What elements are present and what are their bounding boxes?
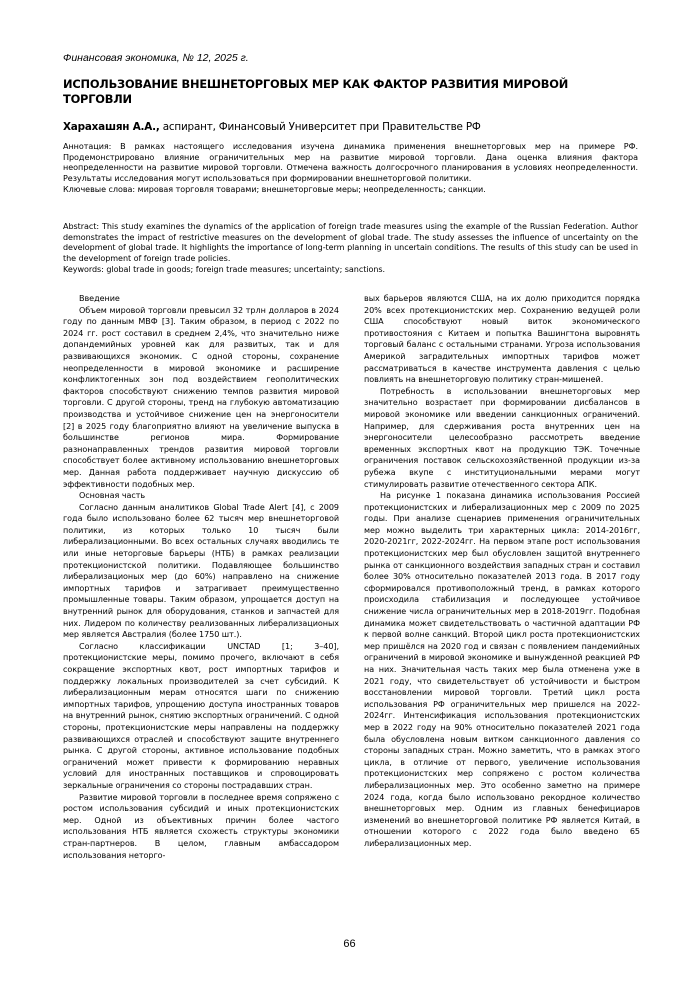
- paragraph: Потребность в использовании внешнеторговых мер значительно возрастает при формировании дисбалансов в мировой экономике или введении санкционных ограничений. Например, для сдерживания роста внутренних цен на энергоносители целесообразно рассмотреть введение временных экспортных квот на продукцию ТЭК. Точечные ограничения поставок сельскохозяйственной продукции из-за рубежа вкупе с институциональными мерами могут стимулировать развитие отечественного сектора АПК.: [364, 386, 640, 489]
- article-title: ИСПОЛЬЗОВАНИЕ ВНЕШНЕТОРГОВЫХ МЕР КАК ФАКТОР РАЗВИТИЯ МИРОВОЙ ТОРГОВЛИ: [63, 77, 569, 106]
- right-column: [364, 293, 640, 850]
- annotation-ru: Аннотация: В рамках настоящего исследования изучена динамика применения внешнеторговых мер на примере РФ. Продемонстрировано влияние ограничительных мер на развитие мировой торговли. Дана оценка влияния фактора неопределенности на развитие мировой торговли. Отмечена важность долгосрочного планирования в условиях неопределенности. Результаты исследования могут использоваться при формировании внешнеторговой политики.: [63, 142, 638, 184]
- section-heading-main: Основная часть: [79, 491, 146, 501]
- keywords-en: Keywords: global trade in goods; foreign trade measures; uncertainty; sanctions.: [63, 264, 386, 274]
- paragraph-continued: вых барьеров являются США, на их долю приходится порядка 20% всех протекционистских мер. Сохранению ведущей роли США способствуют новый виток экономического противостояния с Китаем и попытка Вашингтона выровнять торговый баланс с остальными странами. Угроза использования Америкой заградительных импортных тарифов может рассматриваться в качестве инструмента давления с целью повлиять на внешнеторговую политику стран-мишеней.: [364, 294, 640, 385]
- author-affiliation: аспирант, Финансовый Университет при Правительстве РФ: [159, 121, 481, 133]
- left-column: [63, 293, 339, 861]
- paragraph: Развитие мировой торговли в последнее время сопряжено с ростом использования субсидий и иных протекционистских мер. Одной из объективных причин более частого использования НТБ является схожесть структуры экономики стран-партнеров. В целом, главным амбассадором использования неторго-: [63, 792, 339, 860]
- page-number: 66: [343, 938, 356, 950]
- paragraph: Объем мировой торговли превысил 32 трлн долларов в 2024 году по данным МВФ [3]. Таким образом, в период с 2022 по 2024 гг. рост составил в среднем 2,4%, что значительно ниже допандемийных уровней как для развитых, так и для развивающихся экономик. С одной стороны, сохранение неопределенности в мировой экономике и расширение конфликтогенных зон под воздействием геополитических факторов способствуют снижению темпов развития мировой торговли. С другой стороны, тренд на глубокую автоматизацию производства и устойчивое снижение цен на энергоносители [2] в 2025 году благоприятно влияют на увеличение выпуска в большинстве регионов мира. Формирование разнонаправленных трендов развития мировой торговли способствует более активному использованию внешнеторговых мер. Данная работа поддерживает научную дискуссию об эффективности подобных мер.: [63, 305, 339, 489]
- abstract-en: Abstract: This study examines the dynamics of the application of foreign trade measures using the example of the Russian Federation. Author demonstrates the impact of restrictive measures on the development of global trade. The study assesses the influence of uncertainty on the development of global trade. It highlights the importance of long-term planning in uncertain conditions. The results of this study can be used in the development of foreign trade policies.: [63, 222, 638, 264]
- paragraph: На рисунке 1 показана динамика использования Россией протекционистских и либерализационных мер с 2009 по 2025 годы. При анализе сценариев применения ограничительных мер можно выделить три характерных цикла: 2014-2016гг, 2020-2021гг, 2022-2024гг. На первом этапе рост использования протекционистских мер был обусловлен защитой внутреннего рынка от санкционного воздействия западных стран и составил более 30% относительно показателей 2013 года. В 2017 году сформировался противоположный тренд, в рамках которого происходила стабилизация и последующее устойчивое снижение числа ограничительных мер в 2018-2019гг. Подобная динамика может свидетельствовать о частичной адаптации РФ к первой волне санкций. Второй цикл роста протекционистских мер пришёлся на 2020 год и связан с появлением пандемийных ограничений в мировой экономике и вынужденной реакцией РФ на них. Значительная часть таких мер была отменена уже в 2021 году, что свидетельствует об устойчивости и быстром восстановлении мировой торговли. Третий цикл роста использования РФ ограничительных мер пришелся на 2022-2024гг. Интенсификация использования протекционистских мер в 2022 году на 90% относительно показателей 2021 года была обусловлена новым витком санкционного давления со стороны западных стран. Можно заметить, что в рамках этого цикла, в отличие от первого, увеличение использования протекционистских мер сопряжено с ростом количества либерализационных мер. Это особенно заметно на примере 2024 года, когда было использовано рекордное количество внешнеторговых мер. Одним из главных бенефициаров изменений во внешнеторговой политике РФ является Китай, в отношении которого с 2022 года было введено 65 либерализационных мер.: [364, 491, 640, 848]
- author-line: [63, 121, 643, 133]
- section-heading-intro: Введение: [79, 294, 120, 303]
- paragraph: Согласно классификации UNCTAD [1; 3–40], протекционистские меры, помимо прочего, включают в себя сокращение экспортных квот, рост импортных тарифов и поддержку локальных производителей за счет субсидий. К либерализационным мерам относятся шаги по снижению импортных тарифов, упрощению доступа иностранных товаров на внутренний рынок, снятию экспортных ограничений. С одной стороны, протекционистские меры направлены на поддержку развивающихся отраслей и способствуют защите внутреннего рынка. С другой стороны, активное использование подобных ограничений может привести к формированию неравных условий для иностранных поставщиков и спровоцировать зеркальные ограничения со стороны пострадавших стран.: [63, 641, 339, 790]
- keywords-ru: Ключевые слова: мировая торговля товарами; внешнеторговые меры; неопределенность; санкции.: [63, 184, 486, 194]
- journal-header: Финансовая экономика, № 12, 2025 г.: [63, 52, 249, 64]
- author-name: Харахашян А.А.,: [63, 121, 160, 133]
- paragraph: Согласно данным аналитиков Global Trade Alert [4], с 2009 года было использовано более 62 тысяч мер внешнеторговой политики, из которых только 10 тысяч были либерализационными. Во всех остальных случаях вводились те или иные неторговые барьеры (НТБ) в рамках реализации протекционистской политики. Подавляющее большинство либерализационых мер (до 60%) направлено на снижение импортных тарифов и затрагивает преимущественно промышленные товары. Таким образом, упрощается доступ на внутренний рынок для оборудования, станков и запчастей для них. Лидером по количеству реализованных либерализационых мер является Австралия (более 1750 шт.).: [63, 502, 339, 640]
- abstract-en-block: [63, 222, 638, 276]
- annotation-ru-block: [63, 142, 638, 196]
